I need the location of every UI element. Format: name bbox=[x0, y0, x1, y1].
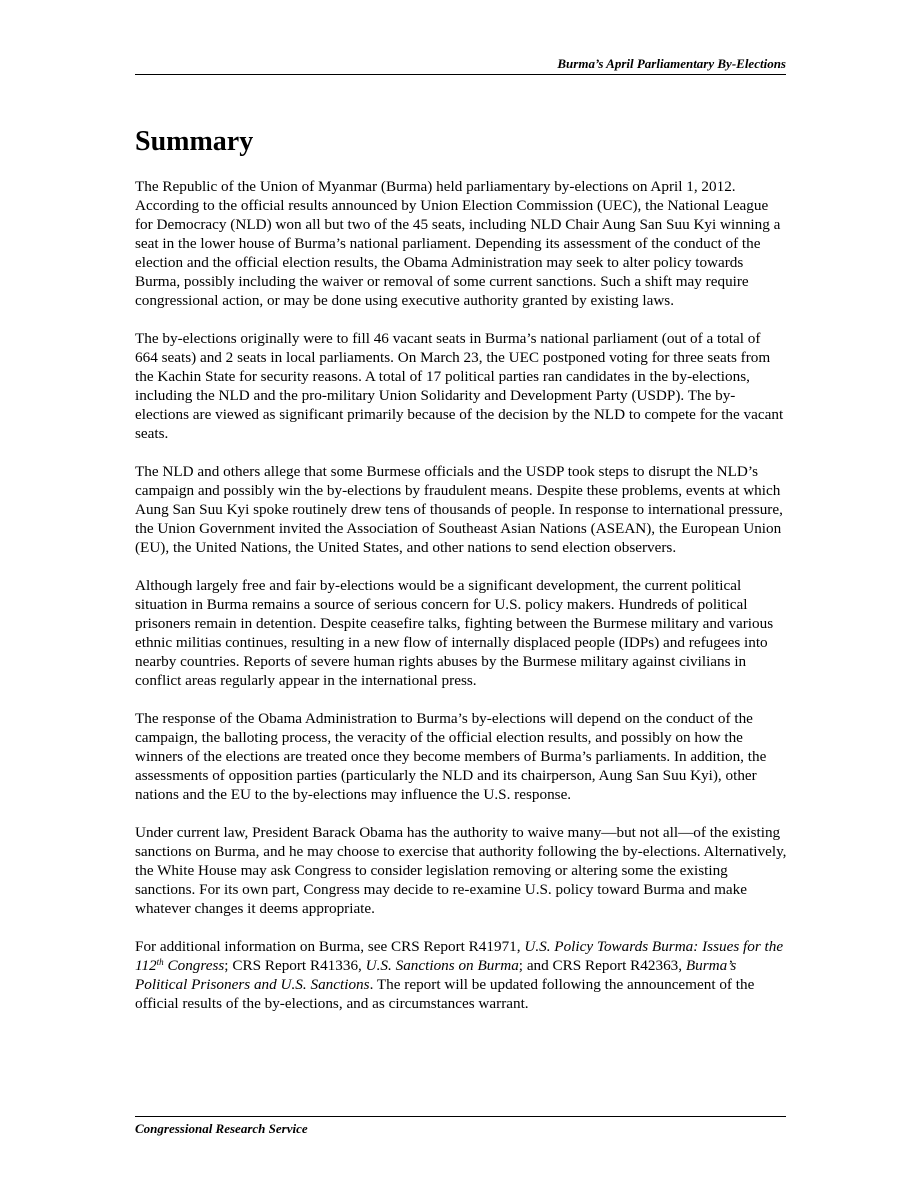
paragraph-4: Although largely free and fair by-elections would be a significant development, the current political situation in Burma remains a source of serious concern for U.S. policy makers. Hundreds of political prisoners remain in detention. Despite ceasefire talks, fighting between the Burmese military and various ethnic militias continues, resulting in a new flow of internally displaced people (IDPs) and refugees into nearby countries. Reports of severe human rights abuses by the Burmese military against civilians in conflict areas regularly appear in the international press. bbox=[135, 577, 774, 689]
paragraph-3: The NLD and others allege that some Burmese officials and the USDP took steps to disrupt the NLD’s campaign and possibly win the by-elections by fraudulent means. Despite these problems, events at which Aung San Suu Kyi spoke routinely drew tens of thousands of people. In response to international pressure, the Union Government invited the Association of Southeast Asian Nations (ASEAN), the European Union (EU), the United Nations, the United States, and other nations to send election observers. bbox=[135, 463, 783, 556]
header-rule bbox=[135, 74, 786, 75]
paragraph-7 bbox=[135, 937, 787, 1013]
paragraph-5: The response of the Obama Administration to Burma’s by-elections will depend on the conduct of the campaign, the balloting process, the veracity of the official election results, and possibly on how the winners of the elections are treated once they become members of Burma’s parliaments. In addition, the assessments of opposition parties (particularly the NLD and its chairperson, Aung San Suu Kyi), other nations and the EU to the by-elections may influence the U.S. response. bbox=[135, 710, 767, 803]
running-header: Burma’s April Parliamentary By-Elections bbox=[557, 56, 786, 71]
paragraph-7-text-3: ; and CRS Report R42363, bbox=[518, 957, 686, 974]
paragraph-7-text-4: . The report will be updated following the announcement of the official results of the by-elections, and as circumstances warrant. bbox=[135, 976, 755, 1012]
ordinal-suffix: th bbox=[156, 957, 164, 967]
paragraph-1: The Republic of the Union of Myanmar (Burma) held parliamentary by-elections on April 1, 2012. According to the official results announced by Union Election Commission (UEC), the National League for Democracy (NLD) won all but two of the 45 seats, including NLD Chair Aung San Suu Kyi winning a seat in the lower house of Burma’s national parliament. Depending its assessment of the conduct of the election and the official election results, the Obama Administration may seek to alter policy towards Burma, possibly including the waiver or removal of some current sanctions. Such a shift may require congressional action, or may be done using executive authority granted by existing laws. bbox=[135, 178, 781, 309]
report-title-r42363: Burma’s Political Prisoners and U.S. Sanctions bbox=[135, 957, 737, 993]
paragraph-7-text-1: For additional information on Burma, see CRS Report R41971, bbox=[135, 938, 525, 955]
paragraph-6: Under current law, President Barack Obama has the authority to waive many—but not all—of the existing sanctions on Burma, and he may choose to exercise that authority following the by-elections. Alternatively, the White House may ask Congress to consider legislation removing or altering some the existing sanctions. For its own part, Congress may decide to re-examine U.S. policy toward Burma and make whatever changes it deems appropriate. bbox=[135, 824, 787, 917]
paragraph-7-text-2: ; CRS Report R41336, bbox=[224, 957, 366, 974]
footer-rule bbox=[135, 1116, 786, 1117]
report-title-r41971: U.S. Policy Towards Burma: Issues for the 112th Congress bbox=[135, 938, 784, 974]
running-footer: Congressional Research Service bbox=[135, 1121, 308, 1136]
report-title-r41336: U.S. Sanctions on Burma bbox=[365, 957, 519, 974]
page-title: Summary bbox=[135, 126, 254, 157]
paragraph-2: The by-elections originally were to fill 46 vacant seats in Burma’s national parliament (out of a total of 664 seats) and 2 seats in local parliaments. On March 23, the UEC postponed voting for three seats from the Kachin State for security reasons. A total of 17 political parties ran candidates in the by-elections, including the NLD and the pro-military Union Solidarity and Development Party (USDP). The by-elections are viewed as significant primarily because of the decision by the NLD to compete for the vacant seats. bbox=[135, 330, 784, 442]
summary-body bbox=[135, 177, 787, 1032]
